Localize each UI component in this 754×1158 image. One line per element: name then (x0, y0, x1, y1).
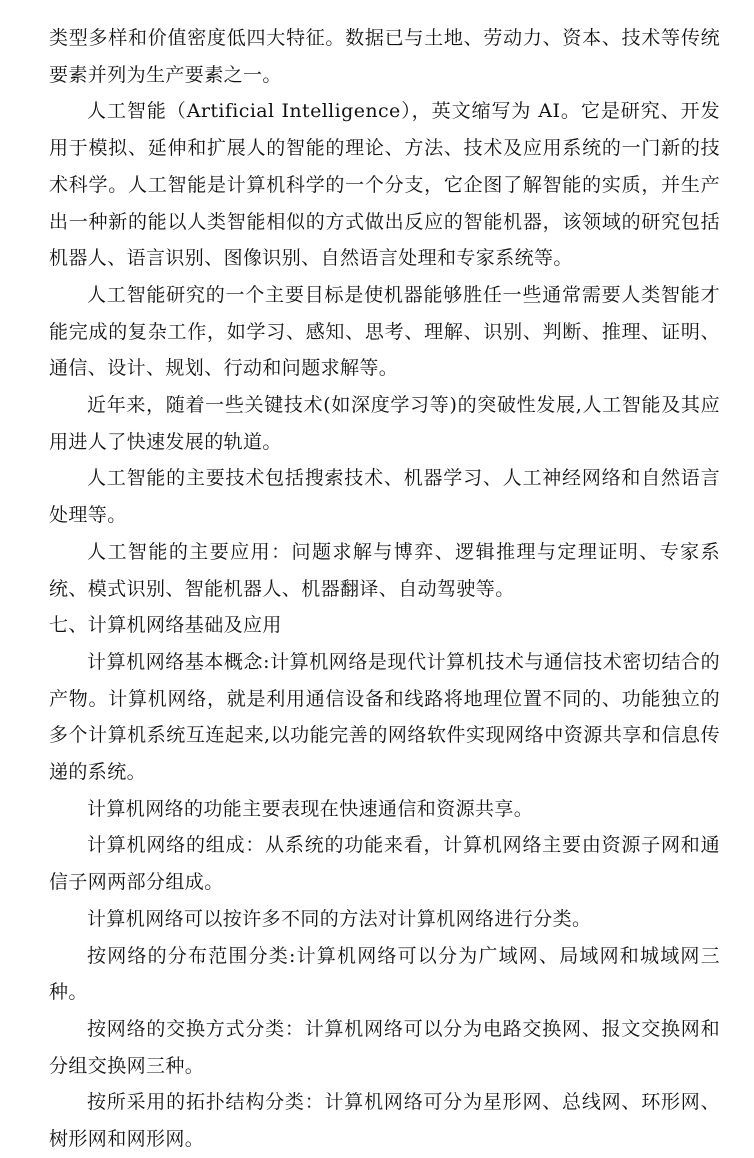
paragraph-network-concept: 计算机网络基本概念:计算机网络是现代计算机技术与通信技术密切结合的产物。计算机网络，就是利用通信设备和线路将地理位置不同的、功能独立的多个计算机系统互连起来,以功能完善的网络软件实现网络中资源共享和信息传递的系统。 (49, 650, 720, 784)
paragraph-ai-recent-development: 近年来，随着一些关键技术(如深度学习等)的突破性发展,人工智能及其应用进人了快速发展的轨道。 (49, 394, 720, 453)
paragraph-data-characteristics: 类型多样和价值密度低四大特征。数据已与土地、劳动力、资本、技术等传统要素并列为生产要素之一。 (49, 27, 720, 86)
paragraph-network-by-switching: 按网络的交换方式分类：计算机网络可以分为电路交换网、报文交换网和分组交换网三种。 (49, 1017, 720, 1077)
paragraph-ai-main-applications: 人工智能的主要应用：问题求解与博弈、逻辑推理与定理证明、专家系统、模式识别、智能机器人、机器翻译、自动驾驶等。 (49, 540, 720, 600)
paragraph-ai-goal: 人工智能研究的一个主要目标是使机器能够胜任一些通常需要人类智能才能完成的复杂工作，如学习、感知、思考、理解、识别、判断、推理、证明、通信、设计、规划、行动和问题求解等。 (49, 283, 720, 380)
paragraph-network-by-topology: 按所采用的拓扑结构分类：计算机网络可分为星形网、总线网、环形网、树形网和网形网。 (49, 1091, 720, 1151)
paragraph-ai-definition: 人工智能（Artificial Intelligence），英文缩写为 AI。它是研究、开发用于模拟、延伸和扩展人的智能的理论、方法、技术及应用系统的一门新的技术科学。人工智能是计算机科学的一个分支，它企图了解智能的实质，并生产出一种新的能以人类智能相似的方式做出反应的智能机器，该领域的研究包括机器人、语言识别、图像识别、自然语言处理和专家系统等。 (49, 100, 720, 270)
paragraph-network-composition: 计算机网络的组成：从系统的功能来看，计算机网络主要由资源子网和通信子网两部分组成。 (49, 834, 720, 894)
paragraph-network-functions: 计算机网络的功能主要表现在快速通信和资源共享。 (87, 797, 534, 820)
paragraph-network-classification: 计算机网络可以按许多不同的方法对计算机网络进行分类。 (87, 907, 592, 930)
paragraph-ai-main-technologies: 人工智能的主要技术包括搜索技术、机器学习、人工神经网络和自然语言处理等。 (49, 467, 720, 527)
paragraph-network-by-range: 按网络的分布范围分类:计算机网络可以分为广域网、局域网和城域网三种。 (49, 944, 720, 1004)
section-heading-computer-network: 七、计算机网络基础及应用 (49, 614, 282, 637)
